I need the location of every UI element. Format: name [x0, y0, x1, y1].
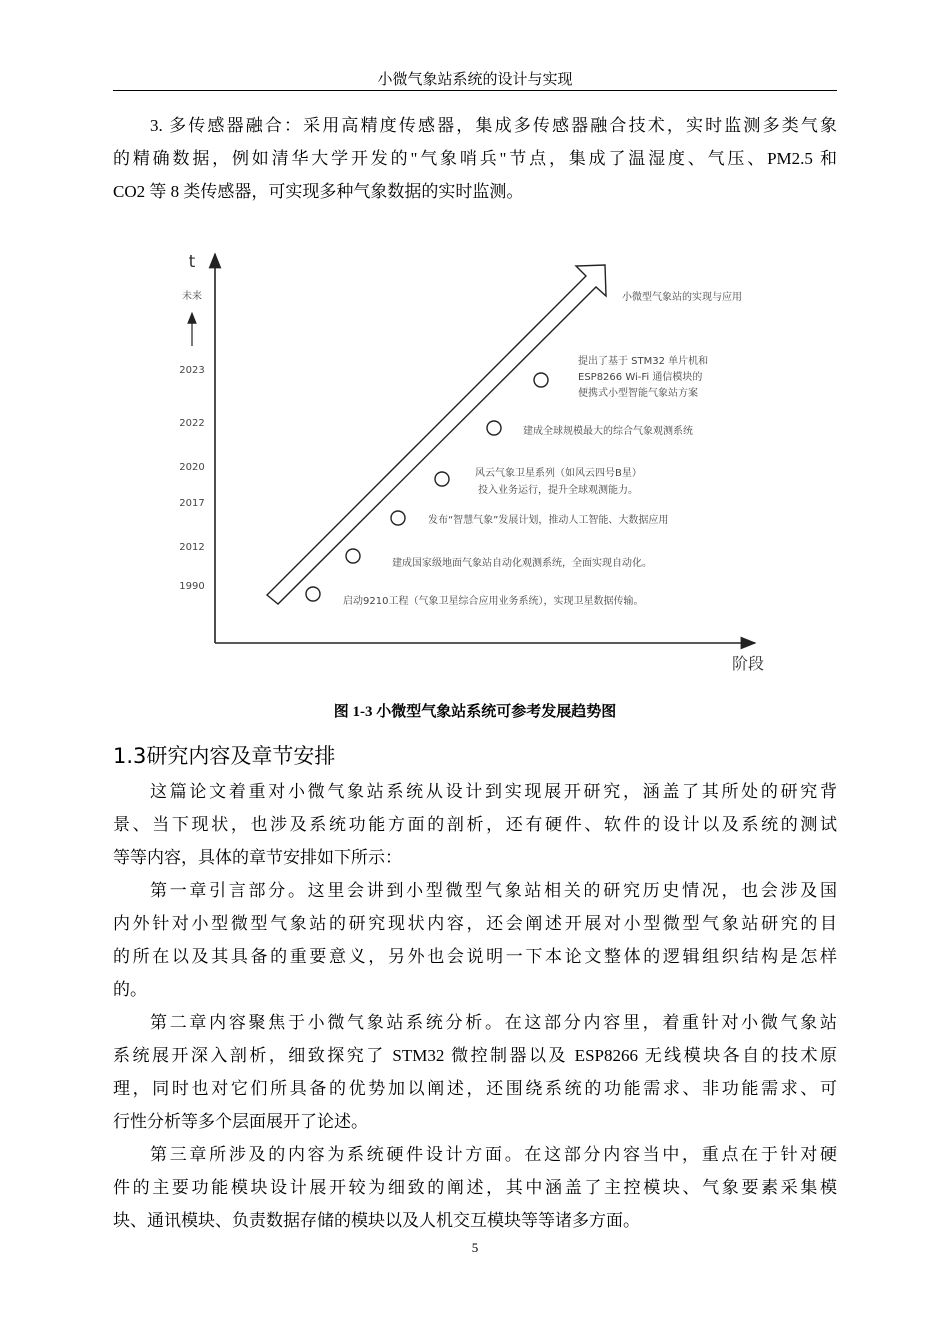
milestone-marker: [534, 373, 548, 387]
text-line: 件的主要功能模块设计展开较为细致的阐述，其中涵盖了主控模块、气象要素采集模: [113, 1178, 837, 1197]
development-trend-figure: [150, 240, 800, 690]
milestone-marker: [346, 549, 360, 563]
milestone-marker: [306, 587, 320, 601]
milestone-marker: [435, 472, 449, 486]
paragraph-multisensor: [113, 109, 837, 208]
event-label: 建成全球规模最大的综合气象观测系统: [523, 426, 693, 437]
text-line: 第二章内容聚焦于小微气象站系统分析。在这部分内容里，着重针对小微气象站: [150, 1013, 837, 1032]
text-line: 第三章所涉及的内容为系统硬件设计方面。在这部分内容当中，重点在于针对硬: [150, 1145, 837, 1164]
event-label: 提出了基于 STM32 单片机和: [578, 356, 709, 367]
text-line: 景、当下现状，也涉及系统功能方面的剖析，还有硬件、软件的设计以及系统的测试: [113, 815, 837, 834]
text-line: 理，同时也对它们所具备的优势加以阐述，还围绕系统的功能需求、非功能需求、可: [113, 1079, 837, 1098]
paragraph-intro: [113, 775, 837, 874]
page-number: 5: [471, 1240, 479, 1255]
text-line: 3. 多传感器融合：采用高精度传感器，集成多传感器融合技术，实时监测多类气象: [150, 116, 837, 135]
year-label: 2017: [179, 498, 205, 509]
text-line: 这篇论文着重对小微气象站系统从设计到实现展开研究，涵盖了其所处的研究背: [150, 782, 837, 801]
figure-caption: 图 1-3 小微型气象站系统可参考发展趋势图: [333, 704, 617, 720]
paragraph-chapter-1: [113, 874, 837, 1006]
y-axis-label: t: [188, 252, 196, 272]
event-label: 便携式小型智能气象站方案: [578, 388, 698, 399]
year-label: 2012: [179, 542, 205, 553]
milestone-marker: [487, 421, 501, 435]
paragraph-chapter-3: [113, 1138, 837, 1237]
milestone-marker: [391, 511, 405, 525]
text-line: CO2 等 8 类传感器，可实现多种气象数据的实时监测。: [113, 182, 524, 201]
year-label: 1990: [179, 581, 205, 592]
text-line: 的。: [113, 980, 147, 999]
event-label: 启动9210工程（气象卫星综合应用业务系统），实现卫星数据传输。: [343, 596, 644, 607]
text-line: 等等内容，具体的章节安排如下所示：: [113, 848, 402, 867]
text-line: 的所在以及其具备的重要意义，另外也会说明一下本论文整体的逻辑组织结构是怎样: [113, 947, 837, 966]
header-divider: [113, 90, 837, 91]
goal-label: 小微型气象站的实现与应用: [622, 292, 742, 303]
text-line: 行性分析等多个层面展开了论述。: [113, 1112, 368, 1131]
section-heading: 1.3研究内容及章节安排: [113, 744, 336, 768]
event-label: 投入业务运行，提升全球观测能力。: [478, 485, 638, 496]
text-line: 内外针对小型微型气象站的研究现状内容，还会阐述开展对小型微型气象站研究的目: [113, 914, 837, 933]
event-label: 发布“智慧气象”发展计划，推动人工智能、大数据应用: [428, 515, 669, 526]
text-line: 第一章引言部分。这里会讲到小型微型气象站相关的研究历史情况，也会涉及国: [150, 881, 837, 900]
text-line: 的精确数据，例如清华大学开发的"气象哨兵"节点，集成了温湿度、气压、PM2.5 和: [113, 149, 837, 168]
event-label: 风云气象卫星系列（如风云四号B星）: [475, 468, 642, 479]
year-label: 2023: [179, 365, 205, 376]
figure-graphics: [150, 240, 800, 690]
paragraph-chapter-2: [113, 1006, 837, 1138]
running-header: 小微气象站系统的设计与实现: [377, 72, 573, 88]
year-label: 2022: [179, 418, 205, 429]
text-line: 块、通讯模块、负责数据存储的模块以及人机交互模块等等诸多方面。: [113, 1211, 640, 1230]
text-line: 系统展开深入剖析，细致探究了 STM32 微控制器以及 ESP8266 无线模块各自的技术原: [113, 1046, 837, 1065]
x-axis-label: 阶段: [732, 654, 765, 673]
year-label: 2020: [179, 462, 205, 473]
future-label: 未来: [182, 291, 202, 302]
event-label: ESP8266 Wi-Fi 通信模块的: [578, 372, 703, 383]
event-label: 建成国家级地面气象站自动化观测系统，全面实现自动化。: [392, 558, 652, 569]
